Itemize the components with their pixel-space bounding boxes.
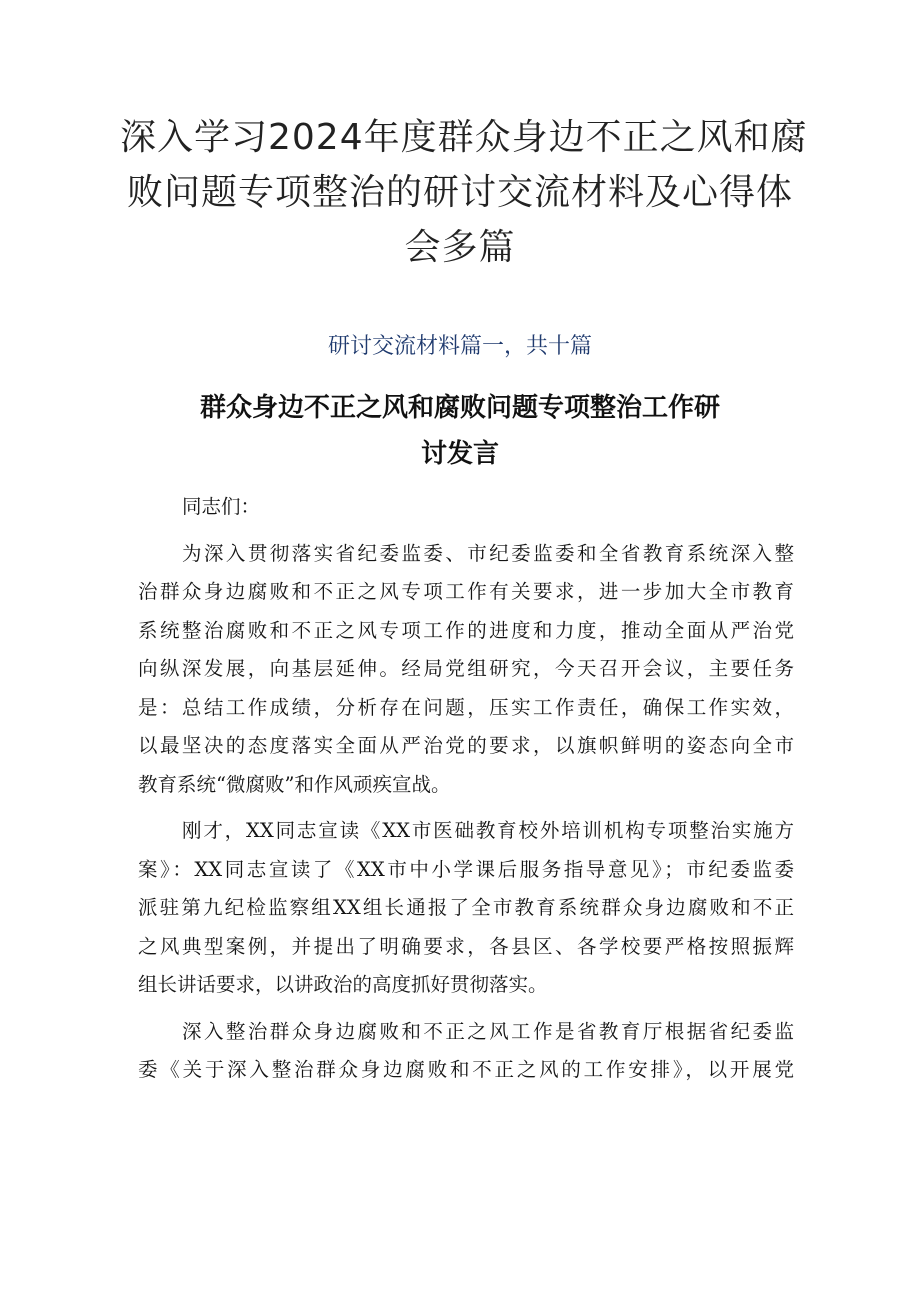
paragraph-line: 组长讲话要求，以讲政治的高度抓好贯彻落实。	[138, 973, 548, 996]
paragraph-line: 是：总结工作成绩，分析存在问题，压实工作责任，确保工作实效，	[138, 695, 794, 719]
paragraph-3	[138, 1013, 794, 1090]
paragraph-line: 委《关于深入整治群众身边腐败和不正之风的工作安排》，以开展党	[138, 1058, 794, 1081]
document-title-line: 深入学习2024年度群众身边不正之风和腐	[120, 117, 808, 158]
paragraph-line: 案》：XX同志宣读了《XX市中小学课后服务指导意见》；市纪委监委	[138, 857, 794, 881]
paragraph-2	[138, 812, 794, 1005]
paragraph-line: 以最坚决的态度落实全面从严治党的要求，以旗帜鲜明的姿态向全市	[138, 734, 794, 757]
document-title	[120, 110, 808, 275]
document-title-line: 会多篇	[404, 227, 516, 268]
paragraph-line: 教育系统“微腐败”和作风顽疾宣战。	[138, 772, 451, 796]
body-text	[138, 488, 794, 1090]
paragraph-line: 为深入贯彻落实省纪委监委、市纪委监委和全省教育系统深入整	[182, 541, 794, 565]
paragraph-gap	[138, 804, 794, 812]
paragraph-line: 深入整治群众身边腐败和不正之风工作是省教育厅根据省纪委监	[182, 1019, 794, 1043]
paragraph-line: 刚才，XX同志宣读《XX市医础教育校外培训机构专项整治实施方	[182, 819, 794, 842]
paragraph-gap	[138, 1005, 794, 1013]
paragraph-1	[138, 535, 794, 805]
paragraph-line: 治群众身边腐败和不正之风专项工作有关要求，进一步加大全市教育	[138, 580, 794, 603]
paragraph-line: 向纵深发展，向基层延伸。经局党组研究，今天召开会议，主要任务	[138, 657, 794, 680]
paragraph-line: 系统整治腐败和不正之风专项工作的进度和力度，推动全面从严治党	[138, 618, 794, 642]
speech-title-line: 讨发言	[420, 439, 499, 469]
greeting: 同志们：	[182, 495, 261, 518]
series-title: 研讨交流材料篇一，共十篇	[327, 334, 592, 359]
document-title-line: 败问题专项整治的研讨交流材料及心得体	[126, 172, 793, 213]
paragraph-line: 派驻第九纪检监察组XX组长通报了全市教育系统群众身边腐败和不正	[138, 896, 794, 919]
speech-title	[130, 385, 790, 477]
paragraph-line: 之风典型案例，并提出了明确要求，各县区、各学校要严格按照振辉	[138, 934, 794, 958]
paragraph-gap	[138, 527, 794, 535]
speech-title-line: 群众身边不正之风和腐败问题专项整治工作研	[199, 393, 720, 423]
